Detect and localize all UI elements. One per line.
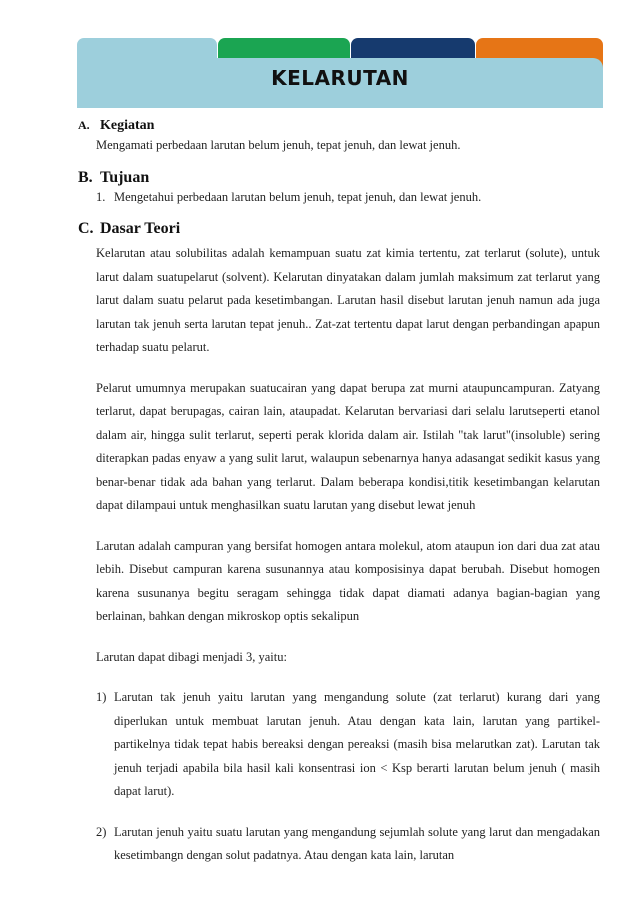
theory-paragraph: Larutan dapat dibagi menjadi 3, yaitu: [96, 649, 287, 664]
list-item [96, 821, 600, 868]
section-c-heading [78, 220, 600, 238]
list-item [96, 187, 600, 207]
list-item-text: Larutan jenuh yaitu suatu larutan yang mengandung sejumlah solute yang larut dan mengadakan kesetimbangn dengan solut padatnya. Atau dengan kata lain, larutan [114, 824, 600, 862]
list-item-number: 1. [96, 190, 106, 204]
document-body [78, 116, 600, 868]
objective-list [96, 187, 600, 207]
theory-paragraph: Larutan adalah campuran yang bersifat homogen antara molekul, atom ataupun ion dari dua zat atau lebih. Disebut campuran karena susunannya atau komposisinya dapat berubah. Disebut homogen karena susunanya begitu seragam sehingga tidak dapat diamati adanya bagian-bagian yang berlainan, bahkan dengan mikroskop optis sekalipun [96, 538, 600, 623]
theory-paragraph: Kelarutan atau solubilitas adalah kemampuan suatu zat kimia tertentu, zat terlarut (solute), untuk larut dalam suatupelarut (solvent). Kelarutan dinyatakan dalam jumlah maksimum zat terlarut yang larut dalam suatu pelarut pada kesetimbangan. Larutan hasil disebut larutan jenuh namun ada juga larutan tak jenuh serta larutan tepat jenuh.. Zat-zat tertentu dapat larut dengan perbandingan apapun terhadap suatu pelarut. [96, 246, 600, 354]
list-item [96, 686, 600, 804]
section-a-body [96, 135, 600, 155]
section-b-heading [78, 169, 600, 187]
list-item-text: Mengetahui perbedaan larutan belum jenuh, tepat jenuh, dan lewat jenuh. [114, 190, 482, 204]
section-a-letter: A. [78, 118, 90, 132]
section-b-body [96, 187, 600, 207]
section-b-letter: B. [78, 169, 93, 186]
section-c-body [96, 242, 600, 868]
list-item-text: Larutan tak jenuh yaitu larutan yang mengandung solute (zat terlarut) kurang dari yang diperlukan untuk membuat larutan jenuh. Atau dengan kata lain, larutan yang partikel- partikelnya tidak tepat habis bereaksi dengan pereaksi (masih bisa melarutkan zat). Larutan tak jenuh terjadi apabila bila hasil kali konsentrasi ion < Ksp berarti larutan belum jenuh ( masih dapat larut). [114, 690, 600, 798]
solution-types-list [96, 686, 600, 868]
section-a-text: Mengamati perbedaan larutan belum jenuh, tepat jenuh, dan lewat jenuh. [96, 138, 461, 152]
page-title: KELARUTAN [271, 66, 409, 90]
section-c-title: Dasar Teori [100, 220, 181, 237]
list-item-number: 2) [96, 824, 107, 839]
header-banner [77, 38, 603, 108]
section-b-title: Tujuan [100, 169, 150, 186]
section-c-letter: C. [78, 220, 94, 237]
list-item-number: 1) [96, 690, 107, 704]
section-a-heading [78, 118, 600, 134]
section-a-title: Kegiatan [100, 118, 155, 133]
theory-paragraph: Pelarut umumnya merupakan suatucairan yang dapat berupa zat murni ataupuncampuran. Zatyang terlarut, dapat berupagas, cairan lain, ataupadat. Kelarutan bervariasi dari selalu larutseperti etanol dalam air, hingga sulit terlarut, seperti perak klorida dalam air. Istilah "tak larut"(insoluble) sering diterapkan padas enyaw a yang sulit larut, walaupun sebenarnya hanya adasangat sedikit kasus yang benar-benar tidak ada bahan yang terlarut. Dalam beberapa kondisi,titik kesetimbangan kelarutan dapat dilampaui untuk menghasilkan suatu larutan yang disebut lewat jenuh [96, 380, 600, 512]
